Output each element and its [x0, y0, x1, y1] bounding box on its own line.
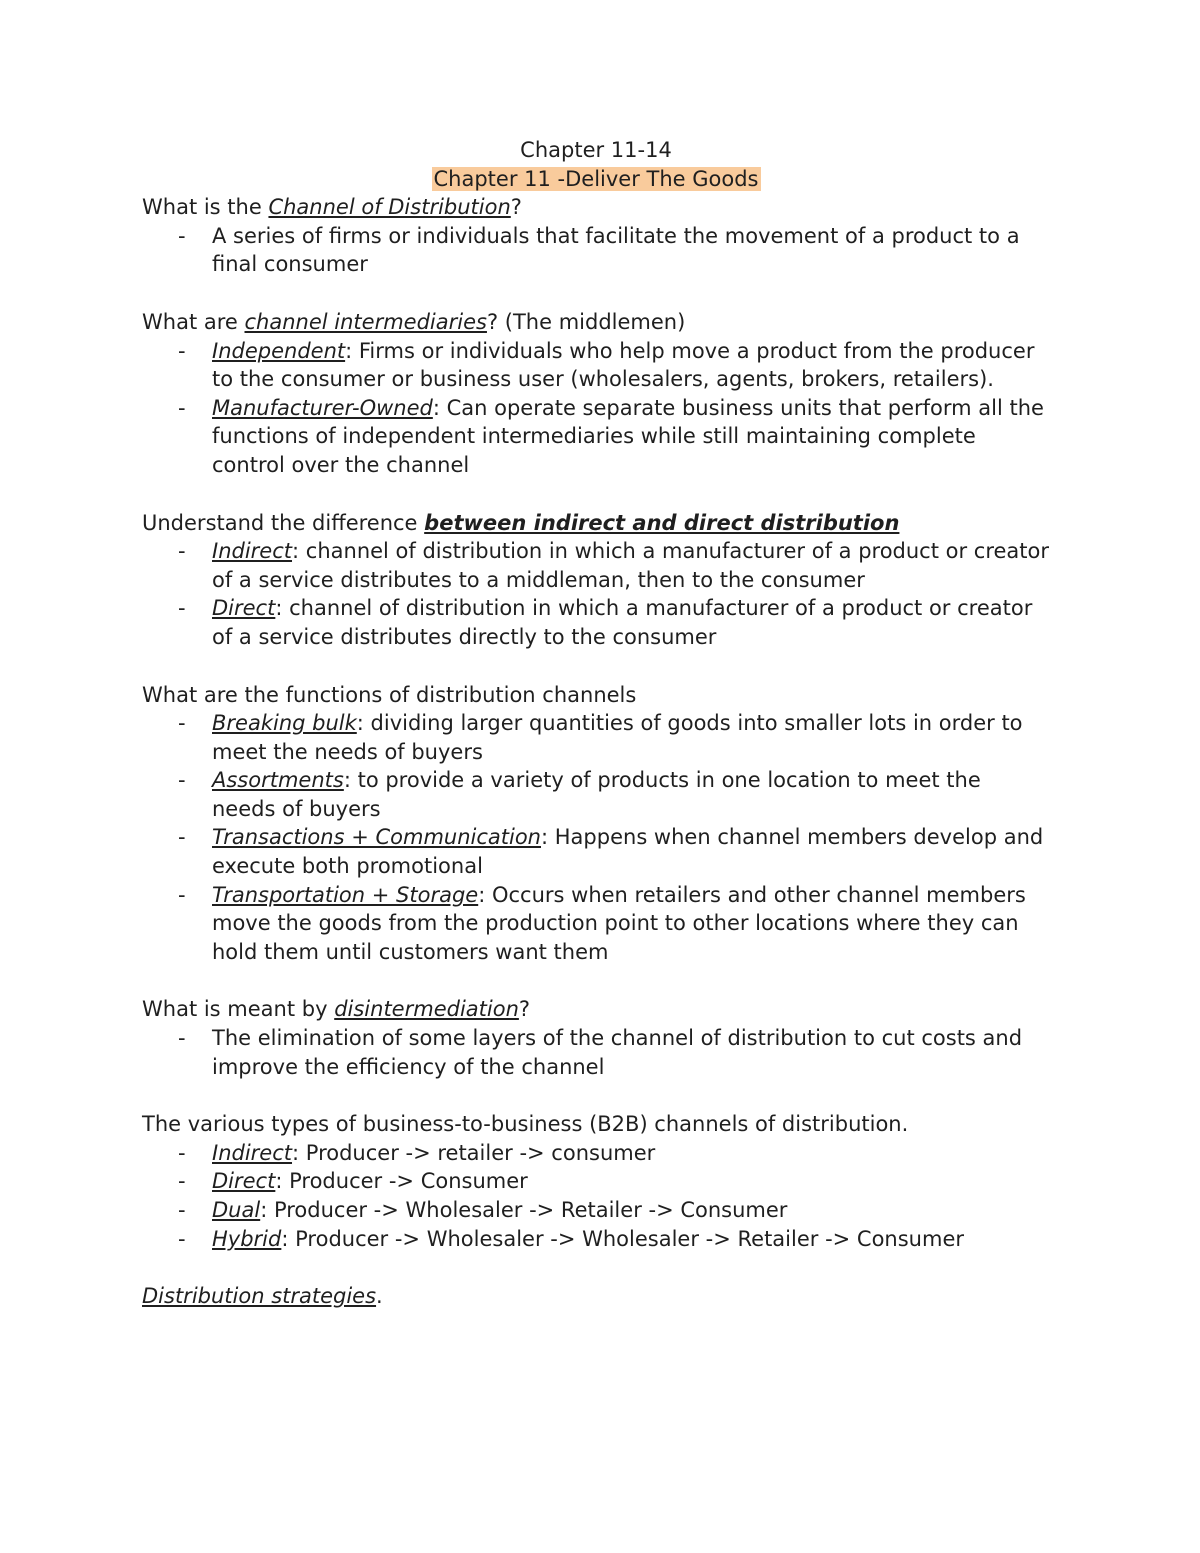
dash-bullet-icon: - — [178, 223, 186, 248]
answer-list — [142, 537, 1050, 651]
chapter-heading — [142, 165, 1050, 194]
answer-list — [142, 1024, 1050, 1081]
list-item — [178, 1225, 1050, 1254]
section-spacer — [142, 966, 1050, 995]
item-text: Producer -> Consumer — [289, 1169, 528, 1194]
question-text: The various types of business-to-business (B2B) channels of distribution. — [142, 1112, 909, 1137]
item-text: Can operate separate business units that perform all the functions of independent intermediaries while still maintaining complete control over the channel — [212, 395, 1044, 477]
closing-term: Distribution strategies — [142, 1284, 377, 1309]
question-text: What are the functions of distribution channels — [142, 682, 637, 707]
dash-bullet-icon: - — [178, 1140, 186, 1165]
notes-body — [142, 193, 1050, 1282]
list-item — [178, 594, 1050, 651]
dash-bullet-icon: - — [178, 1226, 186, 1251]
item-separator: : — [275, 596, 290, 621]
item-term: Hybrid — [212, 1226, 282, 1251]
item-text: Producer -> Wholesaler -> Retailer -> Consumer — [273, 1198, 788, 1222]
answer-list — [142, 222, 1050, 279]
question-term: between indirect and direct distribution — [424, 510, 900, 535]
question-text: What is meant by — [142, 997, 335, 1022]
item-text: to provide a variety of products in one location to meet the needs of buyers — [212, 768, 981, 821]
question — [142, 995, 1050, 1024]
item-term: Transportation + Storage — [212, 882, 479, 907]
list-item — [178, 537, 1050, 594]
item-term: Indirect — [212, 1140, 293, 1165]
item-separator: : — [275, 1169, 290, 1194]
section-spacer — [142, 279, 1050, 308]
question-term: disintermediation — [334, 997, 519, 1022]
list-item — [178, 823, 1050, 880]
question-text: What is the — [142, 195, 269, 220]
item-separator: : — [478, 882, 492, 907]
item-term: Direct — [212, 596, 276, 621]
list-item — [178, 1024, 1050, 1081]
item-term: Direct — [212, 1169, 276, 1194]
question-text: Understand the difference — [142, 510, 425, 535]
item-term: Independent — [212, 338, 346, 363]
item-text: Happens when channel members develop and execute both promotional — [212, 825, 1044, 879]
item-separator: : — [345, 338, 359, 363]
list-item — [178, 766, 1050, 823]
list-item — [178, 709, 1050, 766]
item-separator: : — [343, 768, 358, 793]
list-item — [178, 394, 1050, 480]
question-text-after: ? — [518, 997, 531, 1022]
answer-list — [142, 1139, 1050, 1253]
question — [142, 193, 1050, 222]
item-text: Firms or individuals who help move a product from the producer to the consumer or business user (wholesalers, agents, brokers, retailers). — [212, 338, 1035, 392]
item-separator: : — [260, 1198, 274, 1222]
item-text: Occurs when retailers and other channel members move the goods from the production point to other locations where they can hold them until customers want them — [212, 882, 1026, 964]
item-text: channel of distribution in which a manufacturer of a product or creator of a service distributes directly to the consumer — [212, 596, 1033, 649]
question-text-after: ? — [510, 195, 522, 220]
list-item — [178, 881, 1050, 967]
item-term: Dual — [212, 1198, 261, 1222]
dash-bullet-icon: - — [178, 596, 186, 621]
item-term: Manufacturer-Owned — [212, 395, 433, 420]
document-title: Chapter 11-14 — [520, 138, 672, 162]
item-text: The elimination of some layers of the channel of distribution to cut costs and improve the efficiency of the channel — [212, 1026, 1023, 1079]
item-term: Transactions + Communication — [212, 825, 541, 850]
item-text: channel of distribution in which a manufacturer of a product or creator of a service distributes to a middleman, then to the consumer — [212, 539, 1050, 592]
dash-bullet-icon: - — [178, 1026, 186, 1051]
answer-list — [142, 337, 1050, 480]
item-text: dividing larger quantities of goods into smaller lots in order to meet the needs of buyers — [212, 711, 1023, 764]
section-spacer — [142, 1081, 1050, 1110]
dash-bullet-icon: - — [178, 395, 186, 420]
question — [142, 308, 1050, 337]
item-text: Producer -> Wholesaler -> Wholesaler -> Retailer -> Consumer — [295, 1226, 964, 1251]
item-term: Assortments — [212, 768, 344, 793]
list-item — [178, 1167, 1050, 1196]
closing-after: . — [376, 1284, 383, 1309]
item-text: Producer -> retailer -> consumer — [305, 1140, 656, 1165]
section-spacer — [142, 480, 1050, 509]
closing-heading — [142, 1282, 1050, 1311]
item-separator: : — [541, 825, 555, 850]
item-separator: : — [432, 395, 447, 420]
item-term: Breaking bulk — [212, 711, 357, 736]
chapter-heading-text: Chapter 11 -Deliver The Goods — [433, 166, 759, 191]
question-term: channel intermediaries — [244, 309, 487, 334]
dash-bullet-icon: - — [178, 882, 186, 907]
dash-bullet-icon: - — [178, 539, 186, 564]
answer-list — [142, 709, 1050, 966]
question-text-after: ? (The middlemen) — [486, 309, 686, 334]
section-spacer — [142, 1253, 1050, 1282]
dash-bullet-icon: - — [178, 711, 186, 736]
dash-bullet-icon: - — [178, 768, 186, 793]
item-separator: : — [356, 711, 371, 736]
item-text: A series of firms or individuals that facilitate the movement of a product to a final consumer — [212, 223, 1020, 277]
question — [142, 1110, 1050, 1139]
list-item — [178, 1196, 1050, 1225]
question — [142, 509, 1050, 538]
dash-bullet-icon: - — [178, 1169, 186, 1194]
item-term: Indirect — [212, 539, 293, 564]
dash-bullet-icon: - — [178, 825, 186, 850]
item-separator: : — [281, 1226, 296, 1251]
item-separator: : — [292, 1140, 306, 1165]
section-spacer — [142, 652, 1050, 681]
question — [142, 681, 1050, 710]
question-term: Channel of Distribution — [268, 195, 511, 220]
dash-bullet-icon: - — [178, 1198, 186, 1222]
list-item — [178, 337, 1050, 394]
item-separator: : — [292, 539, 306, 564]
list-item — [178, 1139, 1050, 1168]
list-item — [178, 222, 1050, 279]
dash-bullet-icon: - — [178, 338, 186, 363]
question-text: What are — [142, 309, 245, 334]
